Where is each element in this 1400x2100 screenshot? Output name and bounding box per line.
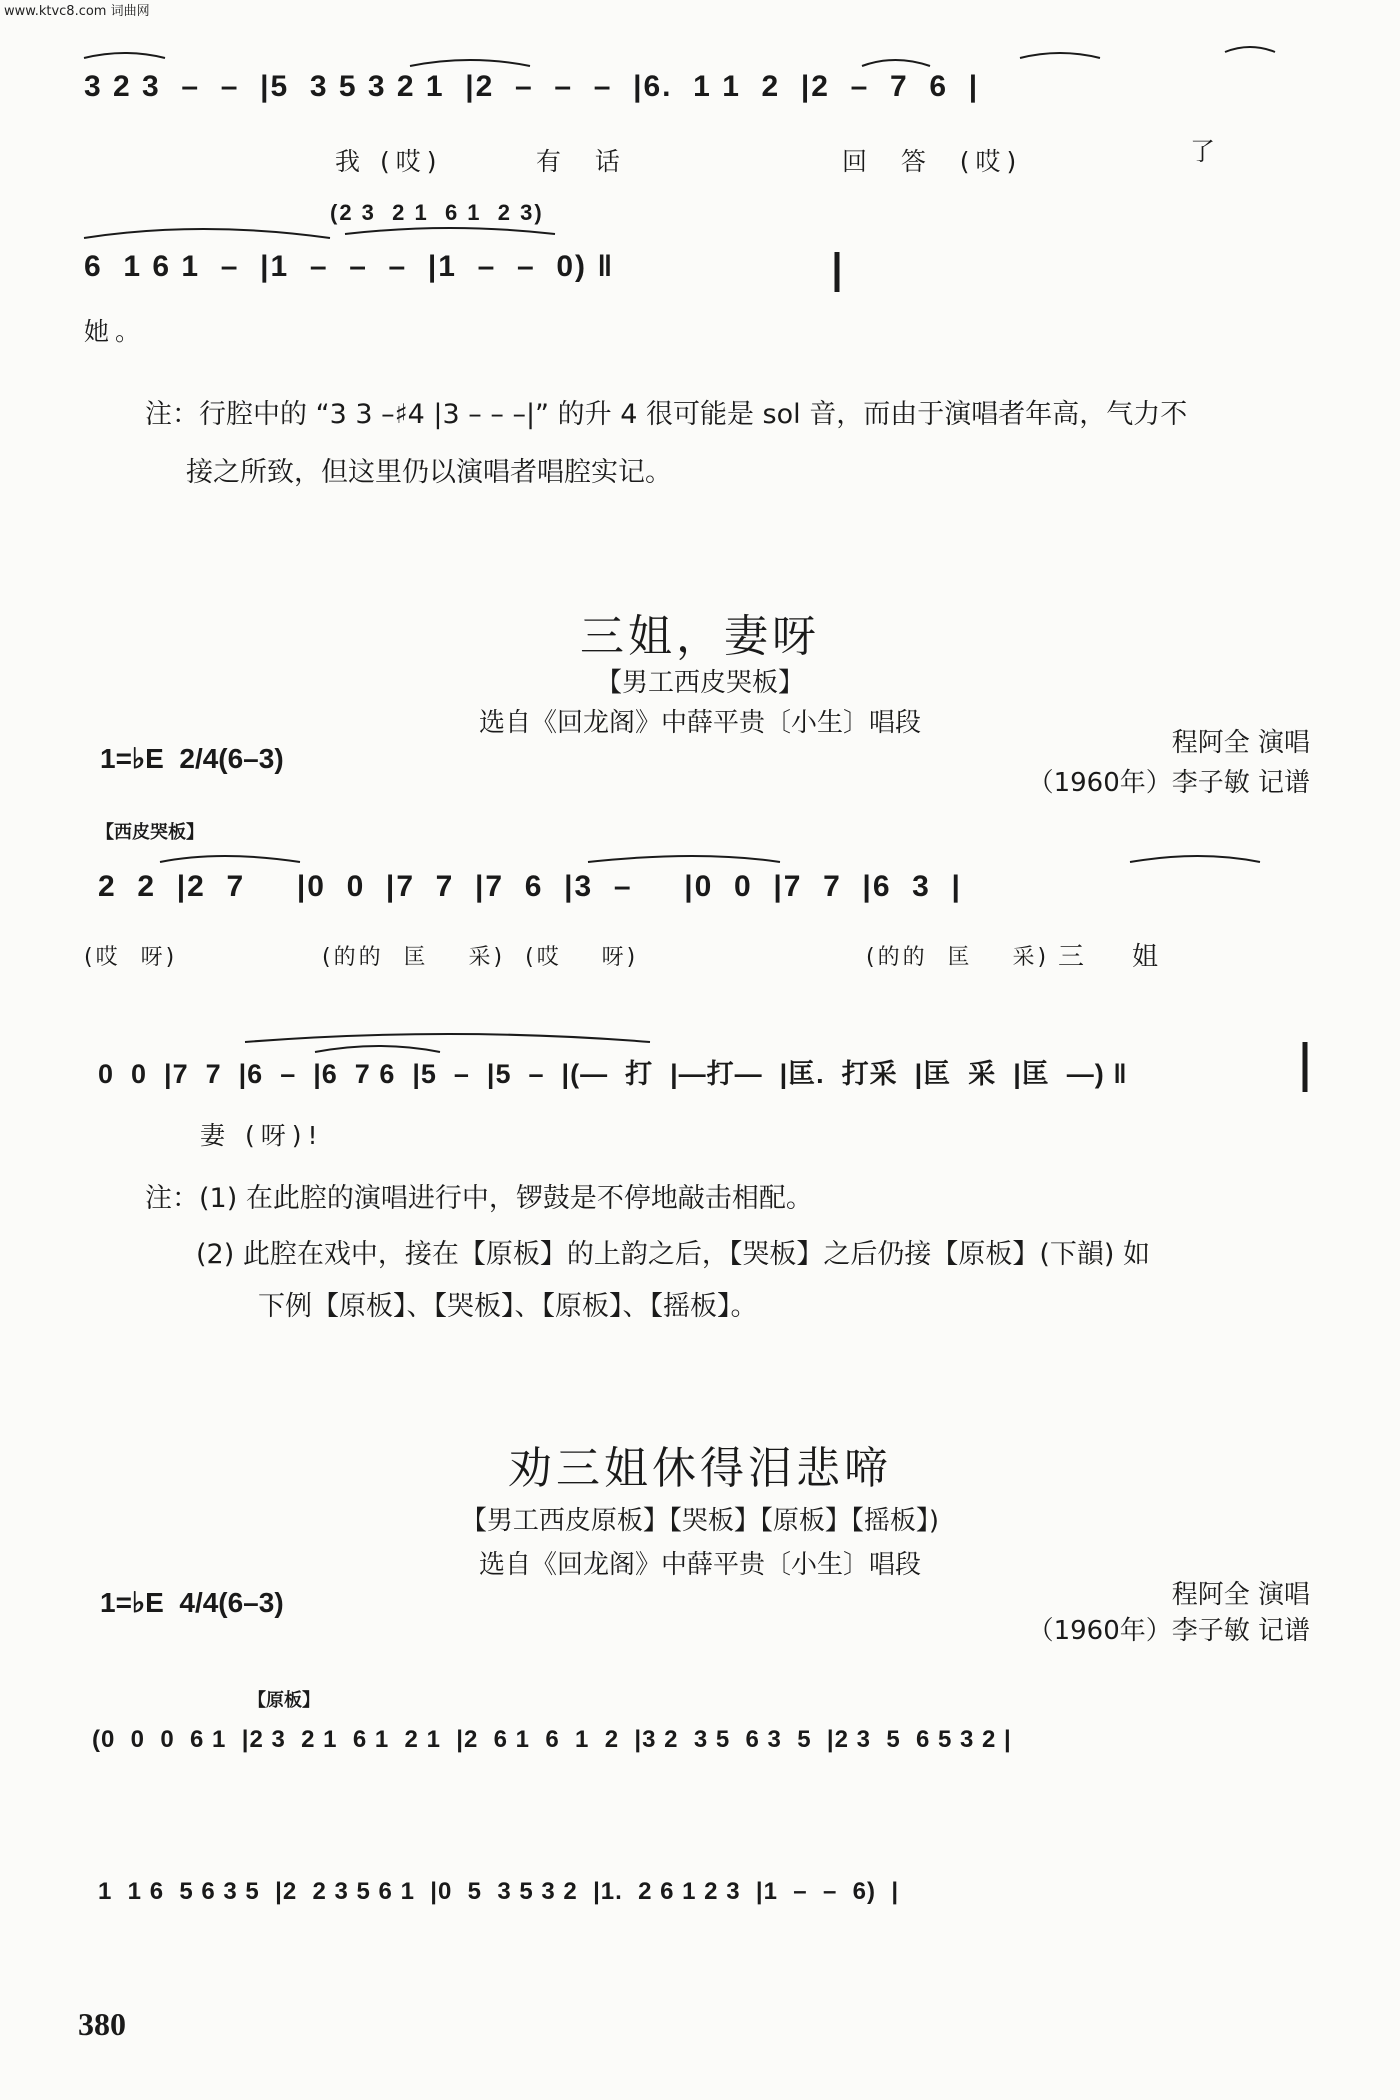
song1-tag: 【西皮哭板】 (96, 822, 204, 843)
song1-score-row-1: 2 2 |2 7 |0 0 |7 7 |7 6 |3 – |0 0 |7 7 |6 3 | (98, 870, 962, 903)
song2-score-row-1: (0 0 0 6 1 |2 3 2 1 6 1 2 1 |2 6 1 6 1 2 |3 2 3 5 6 3 5 |2 3 5 6 5 3 2 | (92, 1726, 1012, 1753)
song1-lyric-4: 三 姐 (1058, 942, 1162, 972)
prev-note-line-2: 接之所致，但这里仍以演唱者唱腔实记。 (186, 457, 672, 488)
prev-note-line-1: 注：行腔中的 “3 3 –♯4 |3 – – –|” 的升 4 很可能是 sol 音，而由于演唱者年高，气力不 (145, 399, 1188, 430)
song2-subtitle: 【男工西皮原板】【哭板】【原板】【摇板】) (460, 1506, 940, 1536)
song1-note-3: 下例【原板】、【哭板】、【原板】、【摇板】。 (258, 1291, 758, 1322)
song1-transcriber: （1960年）李子敏 记谱 (1027, 768, 1310, 798)
lyric-segment-2: 有 话 (536, 147, 626, 176)
song1-source: 选自《回龙阁》中薛平贵〔小生〕唱段 (478, 708, 921, 738)
score-row-2: 6 1 6 1 – |1 – – – |1 – – 0) ‖ (84, 250, 615, 283)
song1-subtitle: 【男工西皮哭板】 (595, 668, 804, 698)
song1-lyric-row-2: 妻 (呀)! (200, 1121, 324, 1150)
score-row-1: 3 2 3 – – |5 3 5 3 2 1 |2 – – – |6. 1 1 2 |2 – 7 6 | (84, 70, 980, 103)
song2-source: 选自《回龙阁》中薛平贵〔小生〕唱段 (478, 1550, 921, 1580)
song1-note-2: (2) 此腔在戏中，接在【原板】的上韵之后，【哭板】之后仍接【原板】(下韻) 如 (196, 1239, 1150, 1270)
song1-key-signature: 1=♭E 2/4(6–3) (100, 743, 284, 774)
song1-lyric-3: (的的 匡 采) (866, 945, 1050, 970)
song1-title: 三姐，妻呀 (580, 611, 820, 662)
song1-score-row-2: 0 0 |7 7 |6 – |6 7 6 |5 – |5 – |(— 打 |—打— |匡. 打采 |匡 采 |匡 —) ‖ (98, 1059, 1128, 1089)
song2-singer: 程阿全 演唱 (1171, 1580, 1310, 1610)
lyric-segment-4: 了 (1190, 137, 1222, 166)
lyric-row-2: 她。 (84, 317, 147, 346)
song2-key-signature: 1=♭E 4/4(6–3) (100, 1587, 284, 1618)
interlude-notes: (2 3 2 1 6 1 2 3) (330, 200, 544, 225)
song2-title: 劝三姐休得泪悲啼 (508, 1443, 892, 1494)
song2-tag: 【原板】 (248, 1690, 320, 1711)
song1-lyric-2: (的的 匡 采) (哎 呀) (322, 945, 639, 970)
song1-note-1: 注：(1) 在此腔的演唱进行中，锣鼓是不停地敲击相配。 (145, 1183, 813, 1214)
song2-transcriber: （1960年）李子敏 记谱 (1027, 1616, 1310, 1646)
lyric-segment-3: 回 答 (哎) (842, 147, 1023, 176)
site-watermark: www.ktvc8.com 词曲网 (4, 4, 150, 19)
song1-singer: 程阿全 演唱 (1171, 728, 1310, 758)
song2-score-row-2: 1 1 6 5 6 3 5 |2 2 3 5 6 1 |0 5 3 5 3 2 |1. 2 6 1 2 3 |1 – – 6) | (98, 1878, 900, 1905)
lyric-segment-1: 我 (哎) (335, 147, 443, 176)
page-number: 380 (78, 2006, 126, 2042)
song1-lyric-1: (哎 呀) (84, 945, 178, 970)
